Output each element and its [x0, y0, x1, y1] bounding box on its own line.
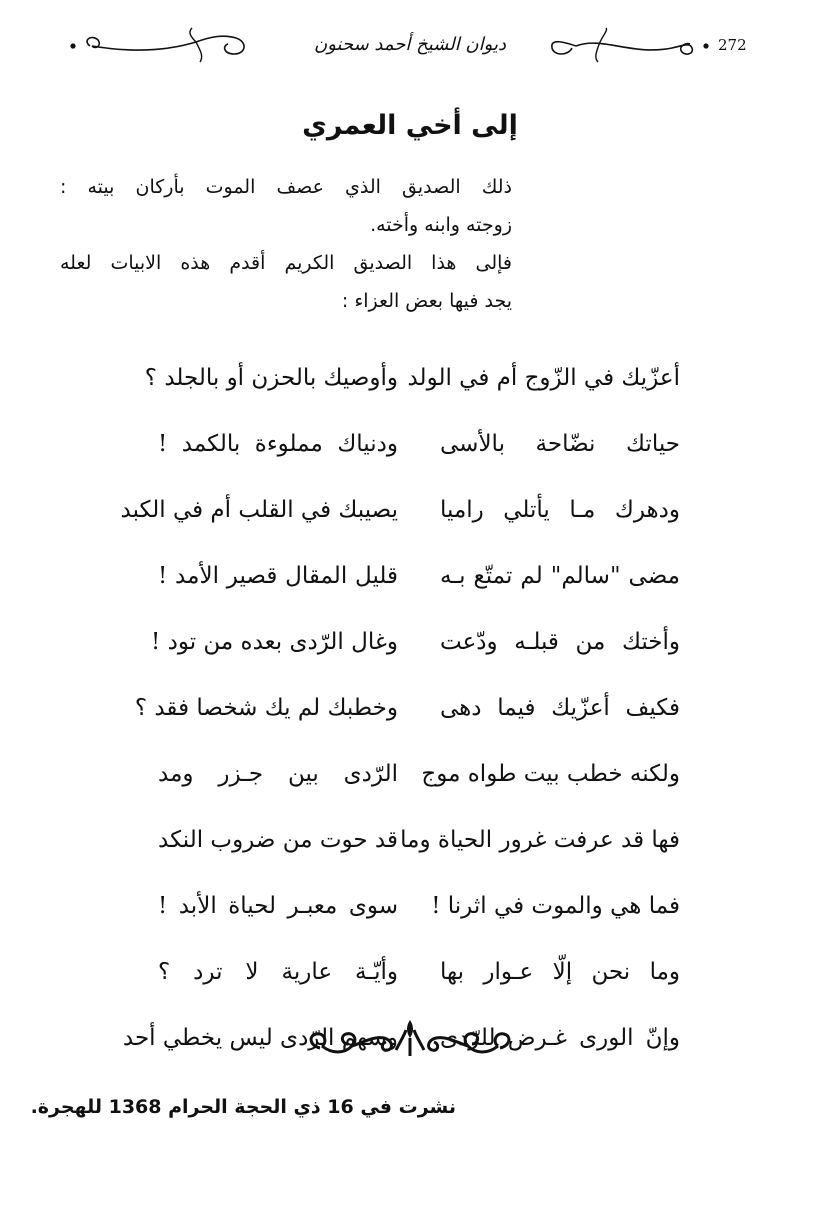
verse-line	[150, 416, 680, 482]
poem-title: إلى أخي العمري	[302, 110, 518, 141]
first-hemistich: وإنّ الورى غـرض للرّدى	[440, 1025, 680, 1051]
first-hemistich: حياتك نضّاحة بالأسى	[440, 431, 680, 457]
intro-line: زوجته وابنه وأخته.	[370, 214, 512, 236]
running-title: ديوان الشيخ أحمد سحنون	[314, 34, 506, 55]
intro-paragraph	[60, 168, 512, 320]
first-hemistich: وما نحن إلّا عـوار بها	[440, 959, 680, 985]
first-hemistich: مضى "سالم" لم تمتّع بـه	[440, 563, 680, 589]
first-hemistich: وأختك من قبلـه ودّعت	[440, 629, 680, 655]
second-hemistich: الرّدى بين جـزر ومد	[158, 761, 398, 787]
first-hemistich: فما هي والموت في اثرنا !	[431, 893, 680, 919]
second-hemistich: وسهم الرّدى ليس يخطي أحد	[122, 1025, 398, 1051]
verse-line	[150, 878, 680, 944]
second-hemistich: سوى معبـر لحياة الأبد !	[158, 893, 398, 919]
flourish-ornament-icon	[68, 26, 258, 66]
first-hemistich: ودهرك مـا يأتلي راميا	[440, 497, 680, 523]
page-number: 272	[718, 36, 747, 54]
first-hemistich: أعزّيك في الزّوج أم في الولد	[407, 365, 680, 391]
verse-line	[134, 680, 680, 746]
publication-note: نشرت في 16 ذي الحجة الحرام 1368 للهجرة.	[30, 1096, 456, 1118]
intro-line: فإلى هذا الصديق الكريم أقدم هذه الابيات لعله	[60, 252, 512, 274]
second-hemistich: وخطبك لم يك شخصا فقد ؟	[134, 695, 398, 721]
verse-line	[150, 944, 680, 1010]
first-hemistich: ولكنه خطب بيت طواه موج	[421, 761, 680, 787]
poem-verses	[120, 350, 680, 1076]
first-hemistich: فكيف أعزّيك فيما دهى	[440, 695, 680, 721]
verse-line	[144, 350, 680, 416]
verse-line	[150, 548, 680, 614]
second-hemistich: وأوصيك بالحزن أو بالجلد ؟	[144, 365, 398, 391]
verse-line	[150, 812, 680, 878]
scroll-divider-icon	[300, 1016, 520, 1072]
second-hemistich: وغال الرّدى بعده من تود !	[151, 629, 398, 655]
verse-line	[150, 614, 680, 680]
second-hemistich: قليل المقال قصير الأمد !	[158, 563, 398, 589]
second-hemistich: وأيّـة عارية لا ترد ؟	[158, 959, 398, 985]
second-hemistich: قد حوت من ضروب النكد	[158, 827, 398, 853]
intro-line: يجد فيها بعض العزاء :	[341, 290, 512, 312]
first-hemistich: فها قد عرفت غرور الحياة وما	[400, 827, 680, 853]
intro-line: ذلك الصديق الذي عصف الموت بأركان بيته :	[60, 176, 512, 198]
verse-line	[150, 746, 680, 812]
flourish-ornament-icon	[542, 26, 712, 66]
second-hemistich: يصيبك في القلب أم في الكبد	[120, 497, 398, 523]
second-hemistich: ودنياك مملوءة بالكمد !	[158, 431, 398, 457]
verse-line	[120, 482, 680, 548]
